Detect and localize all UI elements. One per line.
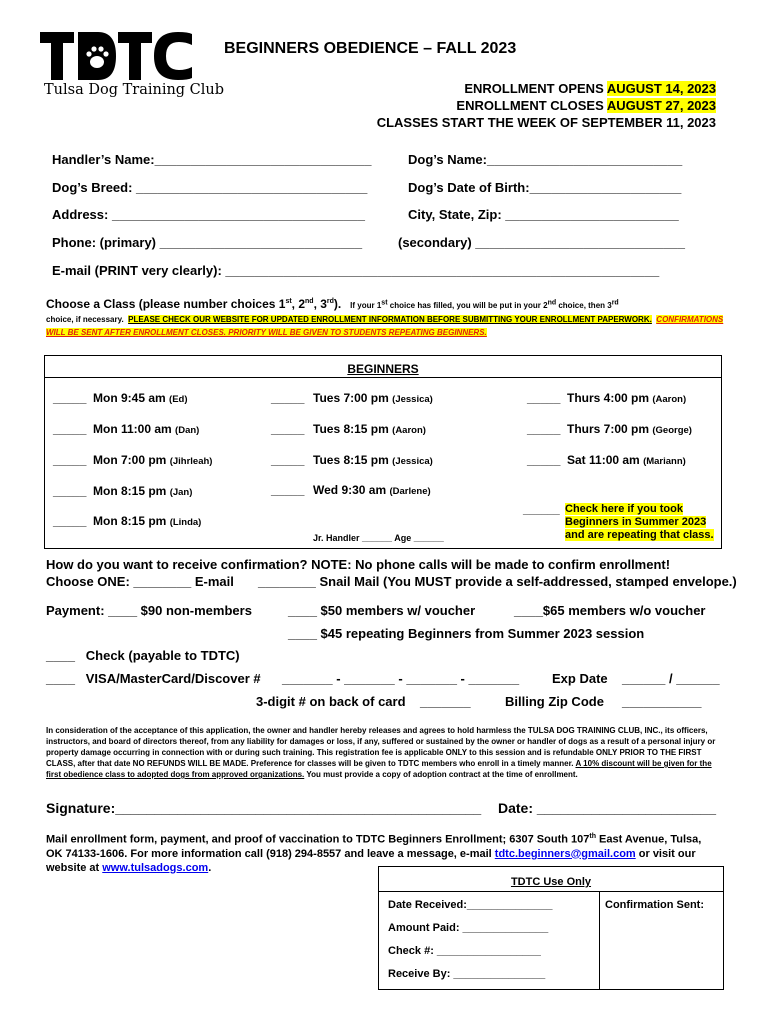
- adoption-discount: A 10% discount will be given for the first obedience class to adopted dogs from approved organizations.: [46, 759, 712, 779]
- email-field[interactable]: E-mail (PRINT very clearly): ____________________________________________________________: [52, 263, 660, 278]
- billing-zip-field[interactable]: ___________: [622, 694, 702, 709]
- class-instructor: (George): [652, 425, 692, 436]
- class-time: Mon 8:15 pm: [93, 514, 167, 528]
- classes-heading-rule: [45, 377, 721, 378]
- class-time: Tues 7:00 pm: [313, 391, 389, 405]
- legal-tail: You must provide a copy of adoption contract at the time of enrollment.: [306, 770, 578, 779]
- office-check-number[interactable]: Check #: _________________: [388, 945, 541, 957]
- class-option-label: [313, 391, 433, 405]
- class-time: Thurs 7:00 pm: [567, 422, 650, 436]
- office-amount-paid[interactable]: Amount Paid: ______________: [388, 922, 549, 934]
- class-time: Tues 8:15 pm: [313, 422, 389, 436]
- class-instructor: (Jan): [169, 487, 193, 498]
- class-choice-blank[interactable]: _____: [271, 453, 305, 467]
- payment-members-no-voucher[interactable]: ____$65 members w/o voucher: [514, 603, 706, 618]
- class-option-label: [93, 422, 199, 436]
- signature-field[interactable]: Signature:_______________________________________________: [46, 800, 482, 816]
- classes-box: [44, 355, 722, 549]
- logo-subtitle: Tulsa Dog Training Club: [44, 82, 225, 98]
- enrollment-opens: [464, 81, 716, 96]
- repeat-checkbox-label: Check here if you took Beginners in Summer 2023 and are repeating that class.: [565, 503, 714, 541]
- enrollment-closes-date: AUGUST 27, 2023: [606, 98, 716, 113]
- billing-zip-label: Billing Zip Code: [505, 694, 604, 709]
- class-instructor: (Jessica): [392, 456, 433, 467]
- city-state-zip-field[interactable]: City, State, Zip: ________________________: [408, 207, 679, 222]
- class-choice-blank[interactable]: _____: [527, 422, 561, 436]
- class-instructor: (Jihrleah): [169, 456, 213, 467]
- payment-members-voucher[interactable]: ____ $50 members w/ voucher: [288, 603, 476, 618]
- class-choice-blank[interactable]: _____: [271, 422, 305, 436]
- class-instructor: (Jessica): [392, 394, 433, 405]
- class-option-label: [567, 422, 692, 436]
- phone-primary-field[interactable]: Phone: (primary) ____________________________: [52, 235, 363, 250]
- office-use-divider: [599, 891, 600, 989]
- page-title: BEGINNERS OBEDIENCE – FALL 2023: [224, 40, 517, 57]
- logo-lettering: [38, 30, 194, 82]
- repeat-blank[interactable]: ______: [523, 504, 560, 516]
- class-option-label: [567, 391, 686, 405]
- class-option-label: [313, 422, 426, 436]
- enrollment-opens-date: AUGUST 14, 2023: [606, 81, 716, 96]
- enrollment-opens-label: ENROLLMENT OPENS: [464, 81, 604, 96]
- class-choice-blank[interactable]: _____: [271, 483, 305, 497]
- enrollment-closes: [456, 98, 716, 113]
- office-receive-by[interactable]: Receive By: _______________: [388, 968, 546, 980]
- logo-mark: [38, 30, 194, 82]
- class-option-label: [313, 453, 433, 467]
- class-instructor: (Linda): [169, 517, 202, 528]
- office-use-box: [378, 866, 724, 990]
- choose-class-note: If your 1st choice has filled, you will be put in your 2nd choice, then 3rd: [350, 299, 619, 310]
- confirmation-email-option[interactable]: Choose ONE: ________ E-mail: [46, 574, 234, 589]
- website-link[interactable]: www.tulsadogs.com: [102, 861, 209, 874]
- class-instructor: (Aaron): [392, 425, 426, 436]
- choose-class-heading: Choose a Class (please number choices 1st, 2nd, 3rd).: [46, 297, 342, 311]
- dog-name-field[interactable]: Dog’s Name:___________________________: [408, 152, 683, 167]
- dog-dob-field[interactable]: Dog’s Date of Birth:_____________________: [408, 180, 682, 195]
- class-time: Thurs 4:00 pm: [567, 391, 650, 405]
- class-time: Tues 8:15 pm: [313, 453, 389, 467]
- office-date-received[interactable]: Date Received:______________: [388, 899, 553, 911]
- choose-class-instructions: [46, 296, 726, 339]
- exp-date-field[interactable]: ______ / ______: [622, 671, 720, 686]
- enrollment-closes-label: ENROLLMENT CLOSES: [456, 98, 604, 113]
- office-use-heading: TDTC Use Only: [510, 876, 592, 888]
- dog-breed-field[interactable]: Dog’s Breed: ________________________________: [52, 180, 368, 195]
- payment-check[interactable]: ____ Check (payable to TDTC): [46, 648, 240, 663]
- class-option-label: [567, 453, 686, 467]
- office-confirmation-sent[interactable]: Confirmation Sent:: [605, 899, 704, 911]
- exp-date-label: Exp Date: [552, 671, 608, 686]
- class-option-label: [313, 483, 431, 497]
- priority-notice: CONFIRMATIONS WILL BE SENT AFTER ENROLLMENT CLOSES. PRIORITY WILL BE GIVEN TO STUDENTS REPEATING BEGINNERS.: [46, 314, 724, 337]
- class-choice-blank[interactable]: _____: [527, 453, 561, 467]
- class-time: Mon 8:15 pm: [93, 484, 167, 498]
- class-time: Mon 9:45 am: [93, 391, 166, 405]
- class-instructor: (Aaron): [652, 394, 687, 405]
- class-choice-blank[interactable]: _____: [53, 514, 87, 528]
- address-field[interactable]: Address: ___________________________________: [52, 207, 366, 222]
- class-choice-blank[interactable]: _____: [53, 422, 87, 436]
- card-number-field[interactable]: _______ - _______ - _______ - _______: [282, 671, 520, 686]
- class-instructor: (Dan): [175, 425, 200, 436]
- payment-card[interactable]: ____ VISA/MasterCard/Discover #: [46, 671, 261, 686]
- class-option-label: [93, 484, 192, 498]
- class-option-label: [93, 514, 201, 528]
- classes-start: CLASSES START THE WEEK OF SEPTEMBER 11, 2023: [376, 115, 716, 130]
- class-choice-blank[interactable]: _____: [53, 391, 87, 405]
- class-time: Mon 11:00 am: [93, 422, 172, 436]
- confirmation-question: How do you want to receive confirmation? NOTE: No phone calls will be made to confirm enrollment!: [46, 557, 671, 572]
- class-time: Mon 7:00 pm: [93, 453, 167, 467]
- cvv-field[interactable]: _______: [420, 694, 471, 709]
- handler-name-field[interactable]: Handler’s Name:______________________________: [52, 152, 372, 167]
- class-choice-blank[interactable]: _____: [53, 484, 87, 498]
- payment-repeating[interactable]: ____ $45 repeating Beginners from Summer 2023 session: [288, 626, 645, 641]
- jr-handler-field[interactable]: Jr. Handler ______ Age ______: [313, 533, 444, 543]
- signature-date-field[interactable]: Date: _______________________: [498, 800, 716, 816]
- cvv-label: 3-digit # on back of card: [256, 694, 406, 709]
- confirmation-snail-option[interactable]: ________ Snail Mail (You MUST provide a self-addressed, stamped envelope.): [258, 574, 737, 589]
- mail-instructions: Mail enrollment form, payment, and proof of vaccination to TDTC Beginners Enrollment; 6307 South 107th East Avenue, Tulsa, OK 74133-1606. For more information call (918) 294-8557 and leave a message, e-mail tdtc.beginners@gmail.com or visit our website at www.tulsadogs.com.: [46, 833, 702, 874]
- class-instructor: (Mariann): [643, 456, 686, 467]
- contact-email-link[interactable]: tdtc.beginners@gmail.com: [494, 847, 636, 860]
- class-instructor: (Darlene): [389, 486, 431, 497]
- class-time: Sat 11:00 am: [567, 453, 640, 467]
- legal-text: In consideration of the acceptance of this application, the owner and handler hereby releases and agrees to hold harmless the TULSA DOG TRAINING CLUB, INC., its officers, instructors, and board of directors thereof, from any liability for damages or loss, if any, suffered or sustained by the owner or handler of dogs as a result of a personal injury or property damage occurring in connection with or during such training. This registration fee is applicable ONLY to this session and is refundable ONLY PRIOR TO THE FIRST CLASS, after that date NO REFUNDS WILL BE MADE. Preference for classes will be given to TDTC members who enroll in a timely manner.: [46, 726, 716, 768]
- class-choice-blank[interactable]: _____: [527, 391, 561, 405]
- class-choice-blank[interactable]: _____: [271, 391, 305, 405]
- choose-class-note-end: choice, if necessary.: [46, 314, 124, 324]
- class-time: Wed 9:30 am: [313, 483, 387, 497]
- class-option-label: [93, 453, 212, 467]
- class-choice-blank[interactable]: _____: [53, 453, 87, 467]
- phone-secondary-field[interactable]: (secondary) _____________________________: [398, 235, 685, 250]
- legal-release: [46, 725, 728, 780]
- payment-non-members[interactable]: Payment: ____ $90 non-members: [46, 603, 252, 618]
- website-warning: PLEASE CHECK OUR WEBSITE FOR UPDATED ENROLLMENT INFORMATION BEFORE SUBMITTING YOUR ENROLLMENT PAPERWORK.: [128, 314, 652, 324]
- classes-heading: BEGINNERS: [347, 362, 419, 376]
- class-instructor: (Ed): [169, 394, 188, 405]
- class-option-label: [93, 391, 188, 405]
- logo: [38, 30, 225, 100]
- office-use-rule: [379, 891, 723, 892]
